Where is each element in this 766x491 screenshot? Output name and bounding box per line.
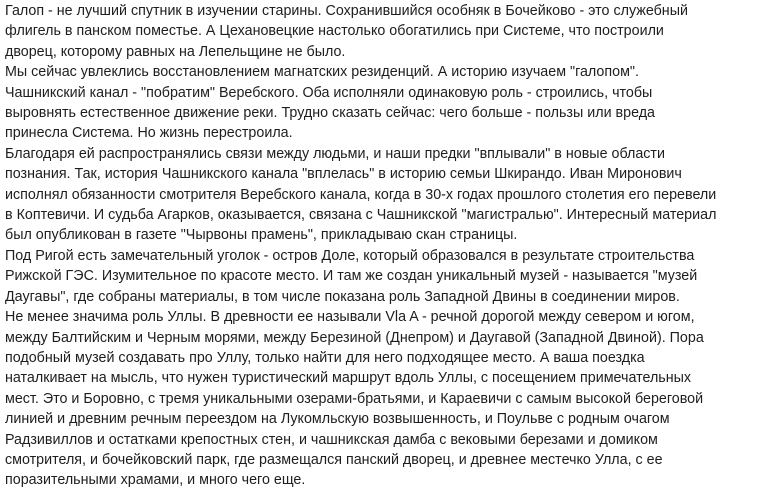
paragraph-family-history: Благодаря ей распространялись связи между людьми, и наши предки "вплывали" в новые области познания. Так, история Чашникского канала "вплелась" в историю семьи Шкирандо. Иван Миронович исполнял обязанности смотрителя Веребского канала, когда в 30-х годах прошлого столетия его перевели в Коптевичи. И судьба Агарков, оказывается, связана с Чашникской "магистралью". Интересный материал был опубликован в газете "Чырвоны прамень", прикладываю скан страницы. (5, 145, 717, 244)
paragraph-gallop: Галоп - не лучший спутник в изучении старины. Сохранившийся особняк в Бочейково - это служебный флигель в панском поместье. А Цехановецкие настолько обогатились при Системе, что построили дворец, которому равных на Лепельщине не было. (5, 3, 688, 60)
paragraph-chashniki-canal: Чашникский канал - "побратим" Веребского. Оба исполняли одинаковую роль - строились, чтобы выровнять естественное движение реки. Трудно сказать сейчас: чего больше - пользы или вреда принесла Система. Но жизнь перестроила. (5, 84, 655, 142)
paragraph-riga-museum: Под Ригой есть замечательный уголок - остров Доле, который образовался в результате строительства Рижской ГЭС. Изумительное по красоте место. И там же создан уникальный музей - называется "музей Даугавы", где собраны материалы, в том числе показана роль Западной Двины в соединении миров. (5, 247, 698, 305)
paragraph-ulla-route: Не менее значима роль Уллы. В древности ее называли Vla A - речной дорогой между севером и югом, между Балтийским и Черным морями, между Березиной (Днепром) и Даугавой (Западной Двиной). Пора подобный музей создавать про Уллу, только найти для него подходящее место. А ваша поездка наталкивает на мысль, что нужен туристический маршрут вдоль Уллы, с посещением примечательных мест. Это и Боровно, с тремя уникальными озерами-братьями, и Караевичи с самым высокой береговой линией и древним речным переездом на Лукомльскую возвышенность, и Поульве с родным очагом Радзивиллов и остатками крепостных стен, и чашникская дамба с вековыми березами и домиком смотрителя, и бочейковский парк, где размещался панский дворец, и древнее местечко Улла, с ее поразительными храмами, и много чего еще. (5, 309, 704, 489)
paragraph-magnate-residences: Мы сейчас увлеклись восстановлением магнатских резиденций. А историю изучаем "галопом". (5, 64, 639, 81)
